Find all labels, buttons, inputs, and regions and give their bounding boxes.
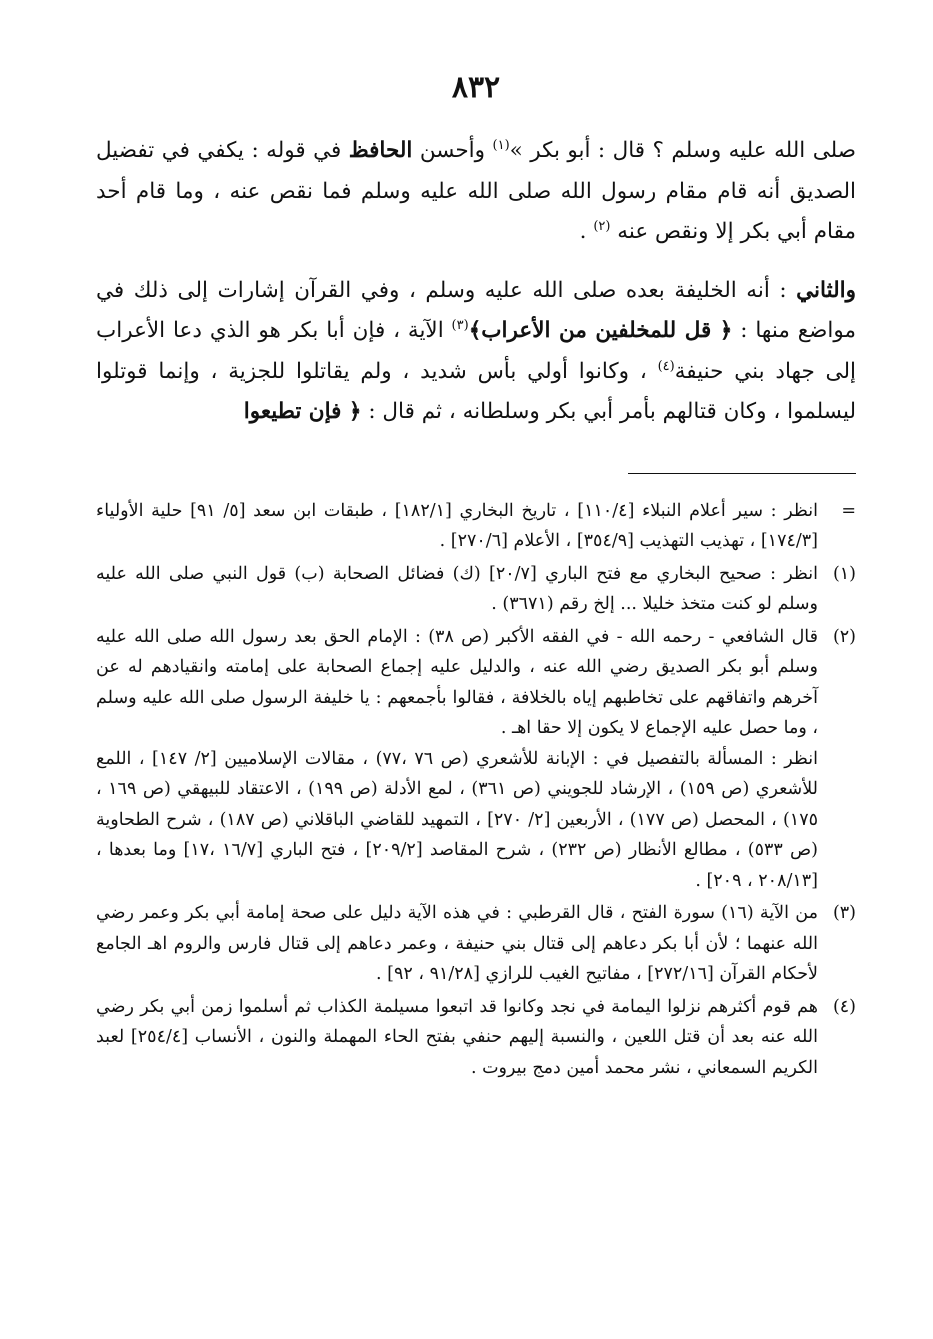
footnote-text: انظر : المسألة بالتفصيل في : الإبانة للأشعري (ص ٧٦ ،٧٧) ، مقالات الإسلاميين [٢/ ١٤٧] ، اللمع للأشعري (ص ١٥٩) ، الإرشاد للجويني (ص ٣٦١) ، لمع الأدلة (ص ١٩٩) ، الاعتقاد للبيهقي (ص ١٦٩ ، ١٧٥) ، المحصل (ص ١٧٧) ، الأربعين [٢/ ٢٧٠] ، التمهيد للقاضي الباقلاني (ص ١٨٧) ، شرح الطحاوية (ص ٥٣٣) ، مطالع الأنظار (ص ٢٣٢) ، شرح المقاصد [٢٠٩/٢] ، فتح الباري [١٦/٧ ،١٧] وما بعدها ، [٢٠٨/١٣ ، ٢٠٩] . xyxy=(96,748,818,891)
page-number: ٨٣٢ xyxy=(451,70,501,105)
footnote-3 xyxy=(96,898,856,990)
footnote-text: انظر : صحيح البخاري مع فتح الباري [٢٠/٧] (ك) فضائل الصحابة (ب) قول النبي صلى الله عليه وسلم لو كنت متخذ خليلا ... إلخ رقم (٣٦٧١) . xyxy=(96,563,818,614)
footnote-ref-2[interactable]: (٢) xyxy=(593,218,611,234)
text-run: في قوله : يكفي في تفضيل الصديق أنه قام مقام رسول الله صلى الله عليه وسلم فما نقص عنه ، وما قام أحد مقام أبي بكر إلا ونقص عنه xyxy=(96,138,856,244)
footnote-text: هم قوم أكثرهم نزلوا اليمامة في نجد وكانوا قد اتبعوا مسيلمة الكذاب ثم أسلموا زمن أبي بكر رضي الله عنه بعد أن قتل اللعين ، والنسبة إليهم حنفي بفتح الحاء المهملة والنون ، الأنساب [٢٥٤/٤] لعبد الكريم السمعاني ، نشر محمد أمين دمج بيروت . xyxy=(96,996,818,1078)
text-run: ، وكانوا أولي بأس شديد ، ولم يقاتلوا للجزية ، وإنما قوتلوا ليسلموا ، وكان قتالهم بأمر أبي بكر وسلطانه ، ثم قال : xyxy=(96,358,856,424)
footnote-text: قال الشافعي - رحمه الله - في الفقه الأكبر (ص ٣٨) : الإمام الحق بعد رسول الله صلى الله عليه وسلم أبو بكر الصديق رضي الله عنه ، والدليل عليه إجماع الصحابة على إمامته وانقيادهم له عن آخرهم واتفاقهم على تخاطبهم إياه بالخلافة ، فقالوا بأجمعهم : يا خليفة الرسول صلى الله عليه وسلم ، وما حصل عليه الإجماع لا يكون إلا حقا اهـ . xyxy=(96,626,818,738)
footnote-mark: (١) xyxy=(832,563,856,584)
footnote-continuation xyxy=(96,496,856,557)
footnote-mark: (٤) xyxy=(832,996,856,1017)
text-run: الآية ، فإن أبا بكر هو الذي دعا الأعراب إلى جهاد بني حنيفة xyxy=(96,318,856,384)
quran-verse: ﴿ قل للمخلفين من الأعراب﴾ xyxy=(468,318,733,343)
footnote-1 xyxy=(96,559,856,620)
text-run: صلى الله عليه وسلم ؟ قال : أبو بكر » xyxy=(509,138,856,163)
quran-verse: ﴿ فإن تطيعوا xyxy=(243,399,362,424)
footnote-ref-1[interactable]: (١) xyxy=(492,137,510,153)
footnote-separator xyxy=(628,473,856,474)
text-run: وأحسن xyxy=(412,138,493,163)
footnote-mark: = xyxy=(841,500,856,521)
footnote-body xyxy=(96,622,818,897)
document-page xyxy=(96,70,856,1083)
bold-term: الحافظ xyxy=(348,138,413,163)
footnotes xyxy=(96,496,856,1084)
text-run: : أنه الخليفة بعده صلى الله عليه وسلم ، وفي القرآن إشارات إلى ذلك في مواضع منها : xyxy=(96,277,857,343)
footnote-text: انظر : سير أعلام النبلاء [١١٠/٤] ، تاريخ البخاري [١٨٢/١] ، طبقات ابن سعد [٥/ ٩١] حلية الأولياء [١٧٤/٣] ، تهذيب التهذيب [٣٥٤/٩] ، الأعلام [٢٧٠/٦] . xyxy=(96,500,818,551)
main-text xyxy=(96,131,856,433)
footnote-mark: (٢) xyxy=(832,626,856,647)
footnote-mark: (٣) xyxy=(832,903,856,923)
footnote-ref-4[interactable]: (٤) xyxy=(657,358,675,374)
footnote-2 xyxy=(96,622,856,897)
main-paragraph-1 xyxy=(96,131,856,253)
main-paragraph-2 xyxy=(96,271,856,433)
paragraph-lead: والثاني xyxy=(796,277,856,303)
footnote-text: من الآية (١٦) سورة الفتح ، قال القرطبي : في هذه الآية دليل على صحة إمامة أبي بكر وعمر رضي الله عنهما ؛ لأن أبا بكر دعاهم إلى قتال بني حنيفة ، وعمر دعاهم إلى قتال فارس والروم اهـ الجامع لأحكام القرآن [٢٧٢/١٦] ، مفاتيح الغيب للرازي [٩١/٢٨ ، ٩٢] . xyxy=(96,903,819,984)
footnote-ref-3[interactable]: (٣) xyxy=(451,317,469,333)
footnote-4 xyxy=(96,992,856,1084)
text-run: . xyxy=(579,219,594,244)
